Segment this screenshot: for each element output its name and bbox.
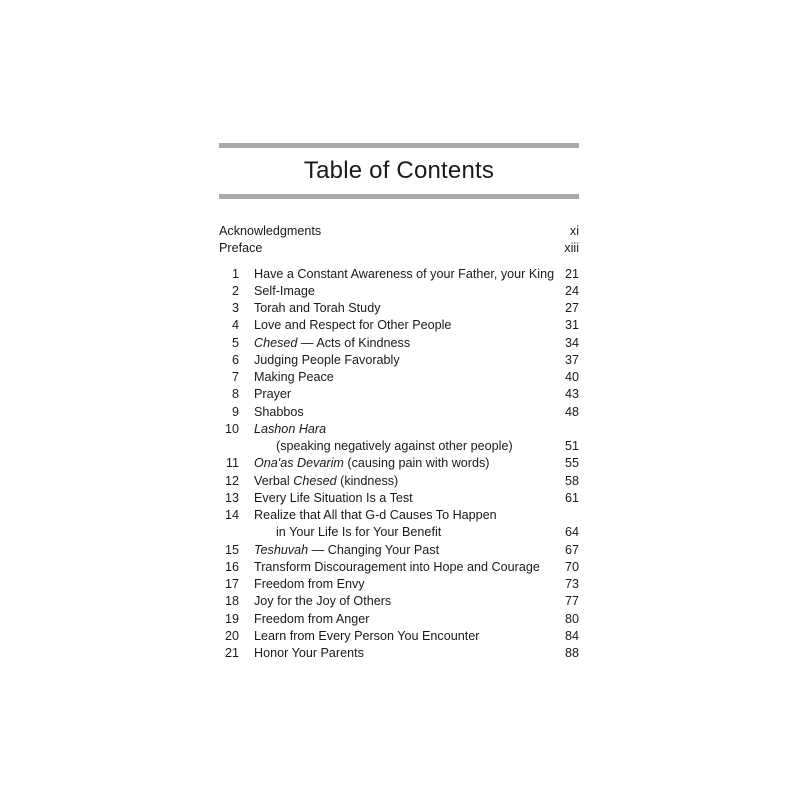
page-number: 27	[564, 301, 579, 315]
chapter-number: 15	[224, 542, 239, 557]
chapter-list	[219, 266, 579, 663]
chapter-title	[254, 611, 370, 628]
chapter-number: 18	[224, 594, 239, 609]
chapter-number: 9	[231, 404, 239, 419]
chapter-title	[254, 335, 410, 352]
page-number: 40	[564, 370, 579, 384]
chapter-title	[254, 645, 364, 662]
chapter-number: 6	[231, 352, 239, 367]
chapter-entry[interactable]	[219, 283, 579, 300]
chapter-title	[254, 266, 554, 283]
chapter-number: 19	[224, 611, 239, 626]
page-number: 61	[564, 490, 579, 505]
chapter-title-part: (causing pain with words)	[343, 456, 490, 471]
chapter-entry[interactable]	[219, 542, 579, 559]
chapter-title-part: Self-Image	[254, 283, 315, 298]
chapter-title	[254, 352, 400, 369]
chapter-title	[254, 386, 291, 403]
chapter-title-part: Love and Respect for Other People	[254, 318, 452, 333]
chapter-title-part: — Acts of Kindness	[297, 335, 411, 350]
chapter-entry[interactable]	[219, 369, 579, 386]
front-matter-list	[219, 223, 579, 258]
chapter-number: 11	[225, 456, 239, 471]
chapter-title	[254, 542, 439, 559]
chapter-title-part: Have a Constant Awareness of your Father, your King	[254, 266, 555, 281]
chapter-entry-continuation[interactable]	[219, 524, 579, 541]
chapter-number: 17	[224, 577, 239, 591]
page-number: xiii	[564, 241, 579, 256]
chapter-number: 7	[231, 370, 239, 384]
chapter-title	[254, 404, 304, 421]
chapter-entry[interactable]	[219, 386, 579, 403]
chapter-entry[interactable]	[219, 455, 579, 472]
chapter-number: 8	[231, 387, 239, 402]
chapter-title-italic: Teshuvah	[254, 542, 309, 557]
chapter-entry[interactable]	[219, 352, 579, 369]
page-number: 34	[564, 335, 579, 350]
chapter-number: 12	[224, 473, 239, 488]
chapter-number: 21	[224, 646, 239, 660]
chapter-number: 5	[231, 335, 239, 350]
chapter-title-part: Every Life Situation Is a Test	[254, 490, 413, 505]
chapter-title	[254, 300, 381, 317]
chapter-entry[interactable]	[219, 507, 579, 524]
chapter-title-part: Honor Your Parents	[254, 646, 364, 660]
chapter-entry[interactable]	[219, 266, 579, 283]
chapter-entry[interactable]	[219, 404, 579, 421]
page-number: 37	[564, 352, 579, 367]
chapter-entry[interactable]	[219, 317, 579, 334]
chapter-title-part: — Changing Your Past	[308, 542, 440, 557]
chapter-title	[254, 455, 489, 472]
chapter-number: 14	[224, 508, 239, 522]
chapter-entry[interactable]	[219, 611, 579, 628]
chapter-title-italic: Lashon Hara	[254, 421, 327, 436]
chapter-number: 3	[231, 301, 239, 315]
entry-title: Acknowledgments	[219, 224, 322, 238]
chapter-entry[interactable]	[219, 628, 579, 645]
chapter-number: 2	[231, 283, 239, 298]
chapter-title	[254, 628, 479, 645]
chapter-entry[interactable]	[219, 473, 579, 490]
chapter-number: 13	[224, 490, 239, 505]
chapter-title-part: Freedom from Anger	[254, 611, 370, 626]
chapter-title-italic: Chesed	[254, 335, 298, 350]
chapter-title	[254, 559, 540, 576]
chapter-title-part: Judging People Favorably	[254, 352, 400, 367]
chapter-title	[254, 473, 398, 490]
chapter-title-part: (kindness)	[336, 473, 399, 488]
page-number: 48	[564, 404, 579, 419]
page-number: 55	[564, 456, 579, 471]
page-number: 31	[564, 318, 579, 333]
chapter-entry[interactable]	[219, 335, 579, 352]
chapter-title	[254, 421, 326, 438]
chapter-entry[interactable]	[219, 593, 579, 610]
page-number: 43	[564, 387, 579, 402]
chapter-title-continued: (speaking negatively against other people)	[276, 439, 513, 453]
page-number: xi	[569, 224, 579, 238]
front-matter-item[interactable]	[219, 223, 579, 240]
chapter-title-part: Joy for the Joy of Others	[254, 594, 392, 609]
page-number: 88	[564, 646, 579, 660]
chapter-entry[interactable]	[219, 559, 579, 576]
page-number: 67	[564, 542, 579, 557]
toc-page	[219, 143, 579, 662]
chapter-title-part: Realize that All that G-d Causes To Happen	[254, 508, 497, 522]
chapter-number: 1	[231, 266, 239, 281]
chapter-number: 20	[224, 628, 239, 643]
chapter-number: 4	[231, 318, 239, 333]
chapter-title-part: Learn from Every Person You Encounter	[254, 628, 480, 643]
page-number: 84	[564, 628, 579, 643]
page-number: 80	[564, 611, 579, 626]
page-number: 24	[564, 283, 579, 298]
chapter-title-part: Shabbos	[254, 404, 304, 419]
chapter-title-italic: Chesed	[293, 473, 337, 488]
page-number: 77	[564, 594, 579, 609]
page-number: 51	[564, 439, 579, 453]
page-title: Table of Contents	[303, 157, 495, 184]
chapter-title	[254, 283, 315, 300]
chapter-title	[254, 507, 497, 524]
page-number: 58	[564, 473, 579, 488]
chapter-entry[interactable]	[219, 490, 579, 507]
chapter-entry[interactable]	[219, 421, 579, 438]
chapter-title-part: Torah and Torah Study	[254, 301, 381, 315]
chapter-title-part: Transform Discouragement into Hope and Courage	[254, 559, 540, 574]
chapter-entry[interactable]	[219, 576, 579, 593]
chapter-number: 16	[224, 559, 239, 574]
front-matter-item[interactable]	[219, 240, 579, 257]
chapter-title-italic: Ona'as Devarim	[254, 456, 344, 471]
chapter-entry[interactable]	[219, 300, 579, 317]
chapter-title	[254, 576, 365, 593]
chapter-title-part: Making Peace	[254, 370, 334, 384]
chapter-title	[254, 369, 334, 386]
chapter-entry-continuation[interactable]	[219, 438, 579, 455]
chapter-title-part: Verbal	[254, 473, 294, 488]
entry-title: Preface	[219, 241, 263, 256]
chapter-title-part: Freedom from Envy	[254, 577, 365, 591]
chapter-number: 10	[224, 421, 239, 436]
top-rule	[219, 143, 579, 148]
page-number: 70	[564, 559, 579, 574]
chapter-title	[254, 593, 391, 610]
chapter-entry[interactable]	[219, 645, 579, 662]
page-number: 21	[564, 266, 579, 281]
bottom-rule	[219, 194, 579, 199]
chapter-title	[254, 317, 451, 334]
chapter-title	[254, 490, 413, 507]
page-number: 73	[564, 577, 579, 591]
chapter-title-continued: in Your Life Is for Your Benefit	[276, 525, 442, 540]
chapter-title-part: Prayer	[254, 387, 292, 402]
page-number: 64	[564, 525, 579, 540]
